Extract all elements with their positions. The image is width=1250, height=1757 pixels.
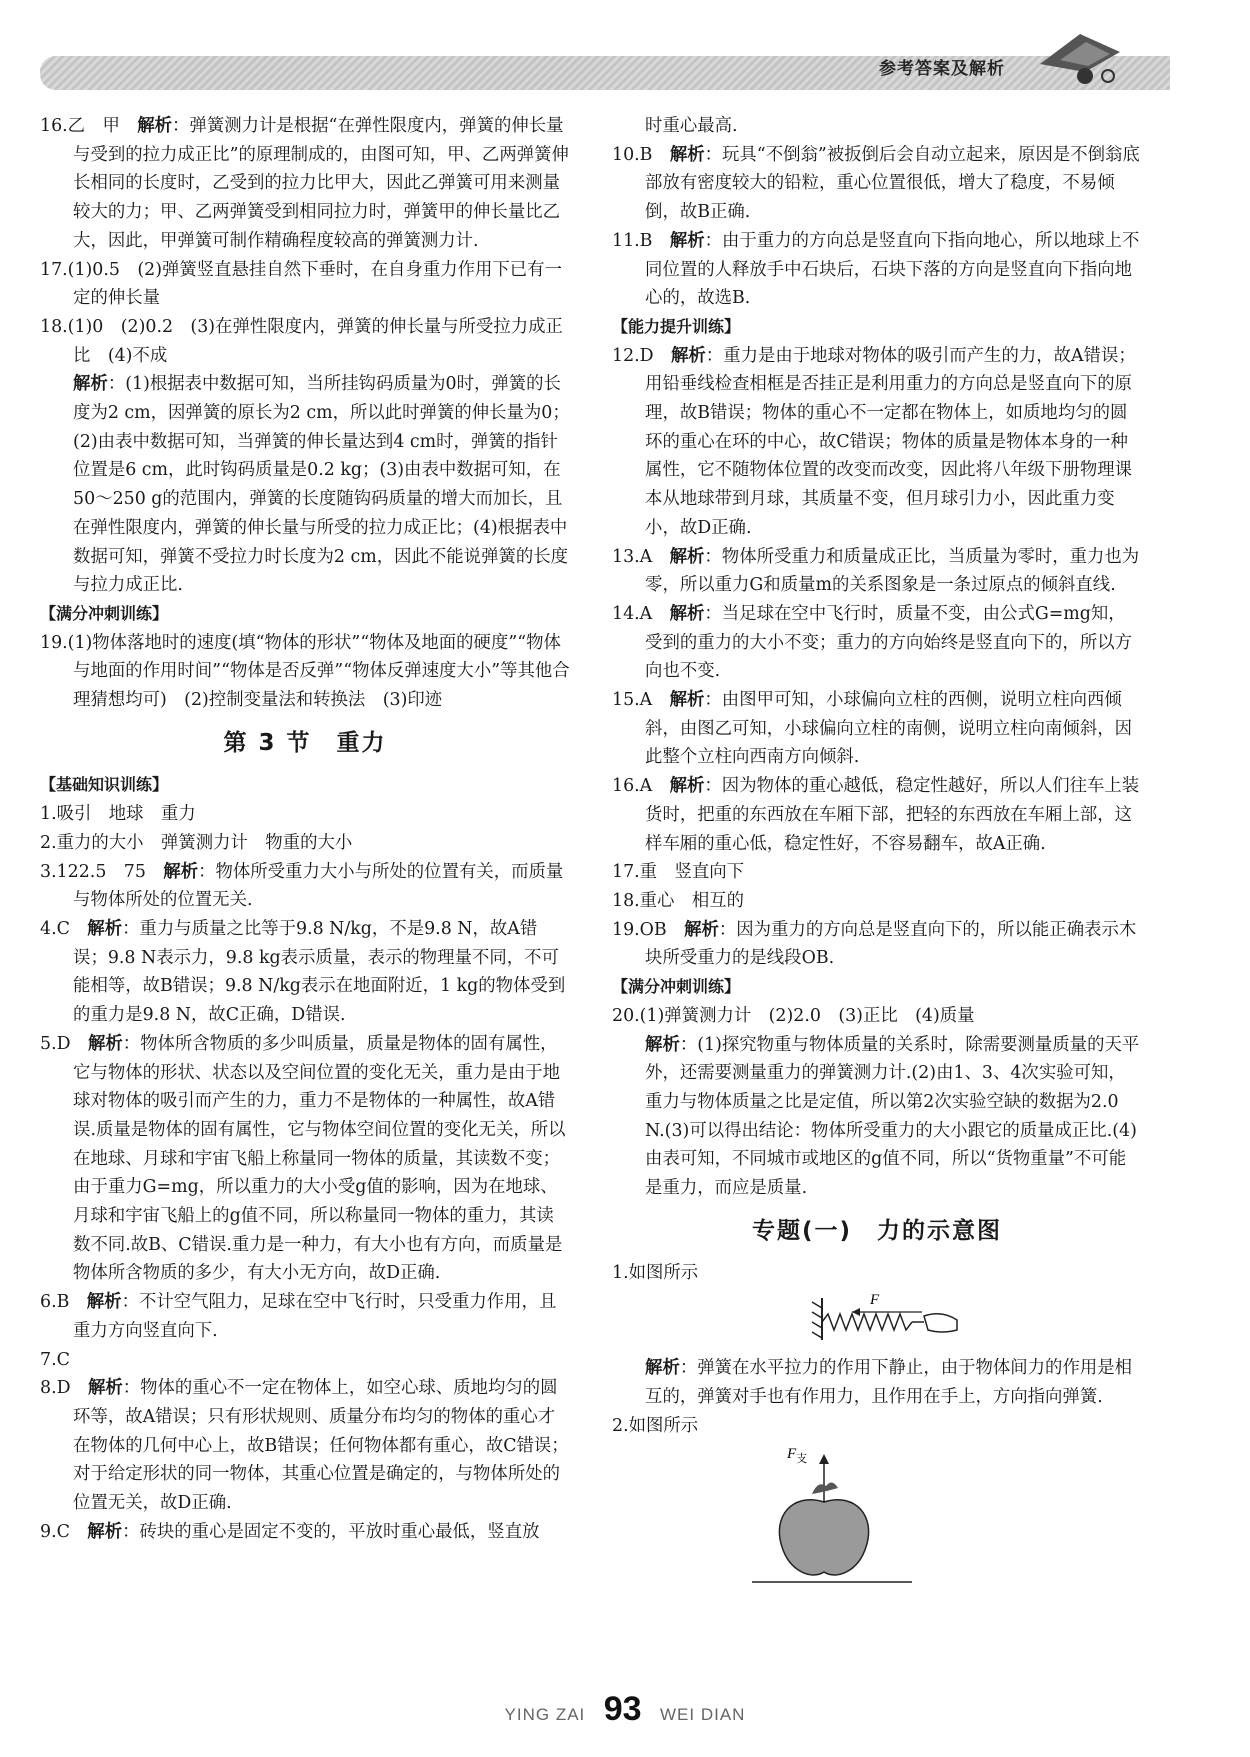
answer-18: 18.重心 相互的 xyxy=(612,890,745,911)
footer xyxy=(0,1690,1250,1729)
force-subscript: 支 xyxy=(796,1453,808,1466)
answer-6: 6.B 解析：不计空气阻力，足球在空中飞行时，只受重力作用，且重力方向竖直向下. xyxy=(40,1292,557,1341)
answer-18: 18.(1)0 (2)0.2 (3)在弹性限度内，弹簧的伸长量与所受拉力成正比 (4)不成 xyxy=(40,316,563,366)
page-number: 93 xyxy=(603,1690,642,1728)
figure-2-caption: 2.如图所示 xyxy=(612,1415,699,1436)
svg-text:F支 xyxy=(786,1446,807,1465)
answer-17: 17.(1)0.5 (2)弹簧竖直悬挂自然下垂时，在自身重力作用下已有一定的伸长量 xyxy=(40,259,562,309)
logo-icon xyxy=(1030,24,1130,94)
answer-10: 10.B 解析：玩具“不倒翁”被扳倒后会自动立起来，原因是不倒翁底部放有密度较大的铅粒，重心位置很低，增大了稳度，不易倾倒，故B正确. xyxy=(612,144,1140,223)
answer-1: 1.吸引 地球 重力 xyxy=(40,804,196,825)
answer-13: 13.A 解析：物体所受重力和质量成正比，当质量为零时，重力也为零，所以重力G和质量m的关系图象是一条过原点的倾斜直线. xyxy=(612,546,1140,596)
answer-9-continued: 时重心最高. xyxy=(645,116,738,136)
answer-20-analysis: 解析：(1)探究物重与物体质量的关系时，除需要测量质量的天平外，还需要测量重力的弹簧测力计.(2)由1、3、4次实验可知，重力与物体质量之比是定值，所以第2次实验空缺的数据为2.0 N.(3)可以得出结论：物体所受重力的大小跟它的质量成正比.(4)由表可知，不同城市或地区的g值不同，所以“货物重量”不可能是重力，而应是质量. xyxy=(645,1034,1140,1199)
answer-3: 3.122.5 75 解析：物体所受重力大小与所处的位置有关，而质量与物体所处的位置无关. xyxy=(40,861,564,911)
answer-9: 9.C 解析：砖块的重心是固定不变的，平放时重心最低，竖直放 xyxy=(40,1521,540,1542)
section-title: 第 3 节 重力 xyxy=(223,729,387,756)
answer-5: 5.D 解析：物体所含物质的多少叫质量，质量是物体的固有属性，它与物体的形状、状态以及空间位置的变化无关，重力是由于地球对物体的吸引而产生的力，重力不是物体的一种属性，故A错误.质量是物体的固有属性，它与物体空间位置的变化无关，所以在地球、月球和宇宙飞船上称量同一物体的质量，其读数不变；由于重力G=mg，所以重力的大小受g值的影响，因为在地球、月球和宇宙飞船上的g值不同，所以称量同一物体的重力，其读数不同.故B、C错误.重力是一种力，有大小也有方向，而质量是物体所含物质的多少，有大小无方向，故D正确. xyxy=(40,1033,566,1284)
header-title: 参考答案及解析 xyxy=(879,59,1005,79)
answer-8: 8.D 解析：物体的重心不一定在物体上，如空心球、质地均匀的圆环等，故A错误；只有形状规则、质量分布均匀的物体的重心才在物体的几何中心上，故B错误；任何物体都有重心，故C错误；对于给定形状的同一物体，其重心位置是确定的，与物体所处的位置无关，故D正确. xyxy=(40,1378,569,1514)
section-tag: 【基础知识训练】 xyxy=(40,775,169,795)
answer-20: 20.(1)弹簧测力计 (2)2.0 (3)正比 (4)质量 xyxy=(612,1005,975,1026)
figure-1-caption: 1.如图所示 xyxy=(612,1263,699,1284)
answer-19: 19.OB 解析：因为重力的方向总是竖直向下的，所以能正确表示木块所受重力的是线段OB. xyxy=(612,919,1137,969)
figure-1-analysis: 解析：弹簧在水平拉力的作用下静止，由于物体间力的作用是相互的，弹簧对手也有作用力，且作用在手上，方向指向弹簧. xyxy=(645,1358,1133,1407)
answer-17: 17.重 竖直向下 xyxy=(612,862,745,883)
left-column xyxy=(40,112,570,1546)
answer-7: 7.C xyxy=(40,1349,70,1370)
force-label-f: F xyxy=(787,1446,797,1463)
section-tag: 【满分冲刺训练】 xyxy=(40,603,169,623)
answer-18-analysis: 解析：(1)根据表中数据可知，当所挂钩码质量为0时，弹簧的长度为2 cm，因弹簧的原长为2 cm，所以此时弹簧的伸长量为0；(2)由表中数据可知，当弹簧的伸长量达到4 cm时，弹簧的指针位置是6 cm，此时钩码质量是0.2 kg；(3)由表中数据可知，在50～250 g的范围内，弹簧的长度随钩码质量的增大而加长，且在弹性限度内，弹簧的伸长量与所受的拉力成正比；(4)根据表中数据可知，弹簧不受拉力时长度为2 cm，因此不能说弹簧的长度与拉力成正比. xyxy=(73,374,570,596)
answer-19: 19.(1)物体落地时的速度(填“物体的形状”“物体及地面的硬度”“物体与地面的作用时间”“物体是否反弹”“物体反弹速度大小”等其他合理猜想均可) (2)控制变量法和转换法 (3)印迹 xyxy=(40,632,570,711)
section-title: 专题(一) 力的示意图 xyxy=(751,1217,1003,1244)
right-column xyxy=(612,112,1142,1596)
answer-16: 16.乙 甲 解析：弹簧测力计是根据“在弹性限度内，弹簧的伸长量与受到的拉力成正比”的原理制成的，由图可知，甲、乙两弹簧伸长相同的长度时，乙受到的拉力比甲大，因此乙弹簧可用来测量较大的力；甲、乙两弹簧受到相同拉力时，弹簧甲的伸长量比乙大，因此，甲弹簧可制作精确程度较高的弹簧测力计. xyxy=(40,116,569,251)
footer-left: YING ZAI xyxy=(504,1705,586,1724)
apple-figure xyxy=(612,1442,1142,1592)
answer-16: 16.A 解析：因为物体的重心越低，稳定性越好，所以人们往车上装货时，把重的东西放在车厢下部，把轻的东西放在车厢上部，这样车厢的重心低，稳定性好，不容易翻车，故A正确. xyxy=(612,776,1140,854)
section-tag: 【满分冲刺训练】 xyxy=(612,977,741,997)
section-tag: 【能力提升训练】 xyxy=(612,316,741,336)
answer-14: 14.A 解析：当足球在空中飞行时，质量不变，由公式G=mg知，受到的重力的大小不变；重力的方向始终是竖直向下的，所以方向也不变. xyxy=(612,603,1132,682)
answer-2: 2.重力的大小 弹簧测力计 物重的大小 xyxy=(40,832,353,853)
answer-4: 4.C 解析：重力与质量之比等于9.8 N/kg，不是9.8 N，故A错误；9.8 N表示力，9.8 kg表示质量，表示的物理量不同，不可能相等，故B错误；9.8 N/kg表示在地面附近，1 kg的物体受到的重力是9.8 N，故C正确，D错误. xyxy=(40,918,566,1026)
footer-right: WEI DIAN xyxy=(660,1705,746,1724)
force-label-f: F xyxy=(870,1292,880,1309)
answer-11: 11.B 解析：由于重力的方向总是竖直向下指向地心，所以地球上不同位置的人释放手中石块后，石块下落的方向是竖直向下指向地心的，故选B. xyxy=(612,230,1140,309)
answer-15: 15.A 解析：由图甲可知，小球偏向立柱的西侧，说明立柱向西倾斜，由图乙可知，小球偏向立柱的南侧，说明立柱向南倾斜，因此整个立柱向西南方向倾斜. xyxy=(612,690,1132,768)
spring-hand-figure xyxy=(612,1290,1142,1350)
answer-12: 12.D 解析：重力是由于地球对物体的吸引而产生的力，故A错误；用铅垂线检查相框是否挂正是利用重力的方向总是竖直向下的原理，故B错误；物体的重心不一定都在物体上，如质地均匀的圆环的重心在环的中心，故C错误；物体的质量是物体本身的一种属性，它不随物体位置的改变而改变，因此将八年级下册物理课本从地球带到月球，其质量不变，但月球引力小，因此重力变小，故D正确. xyxy=(612,345,1136,538)
